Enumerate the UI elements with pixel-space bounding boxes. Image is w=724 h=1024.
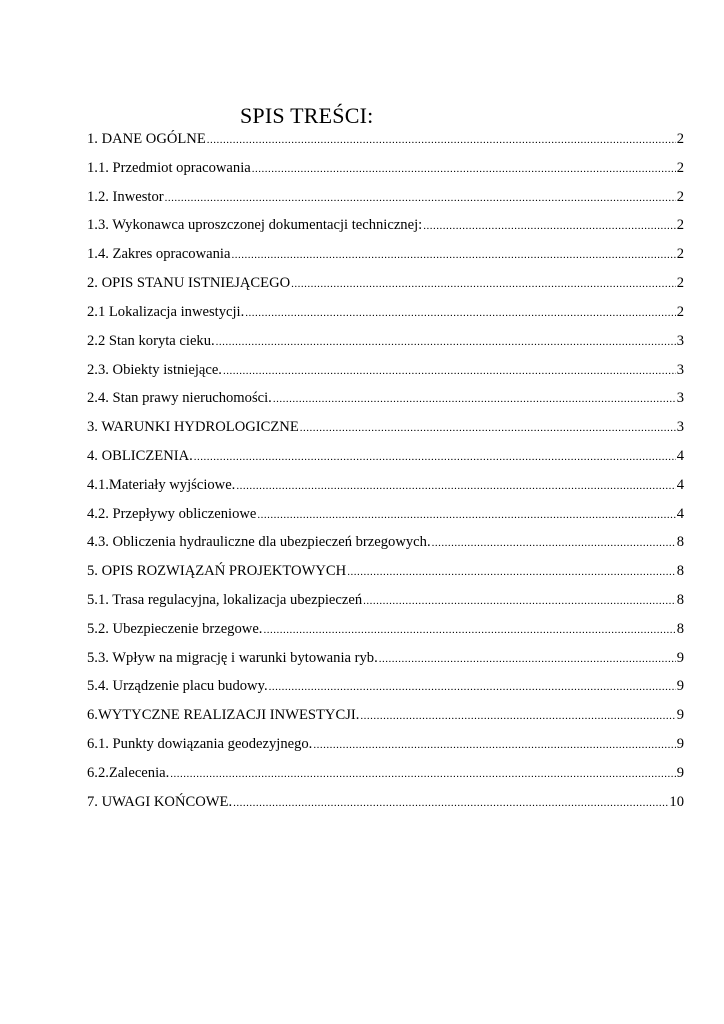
toc-entry[interactable] (87, 531, 684, 560)
toc-dot-leader (194, 450, 676, 464)
toc-entry-page: 8 (676, 620, 684, 637)
toc-entry-label: 4.1.Materiały wyjściowe. (87, 476, 236, 493)
toc-dot-leader (363, 594, 676, 608)
toc-dot-leader (252, 162, 676, 176)
toc-entry[interactable] (87, 647, 684, 676)
toc-entry-page: 2 (676, 131, 684, 147)
toc-entry-page: 8 (676, 534, 684, 551)
toc-entry-label: 1.2. Inwestor (87, 188, 164, 205)
toc-entry-page: 2 (676, 275, 684, 292)
toc-dot-leader (216, 335, 676, 349)
toc-entry[interactable] (87, 589, 684, 618)
toc-entry-label: 1. DANE OGÓLNE (87, 131, 206, 147)
toc-title: SPIS TREŚCI: (240, 103, 374, 128)
toc-entry-page: 3 (676, 390, 684, 407)
toc-entry-label: 6.2.Zalecenia. (87, 764, 170, 781)
toc-entry-page: 10 (669, 793, 684, 810)
toc-entry-label: 6.1. Punkty dowiązania geodezyjnego. (87, 736, 313, 753)
toc-entry-label: 3. WARUNKI HYDROLOGICZNE (87, 419, 299, 436)
toc-dot-leader (207, 133, 676, 147)
toc-entry[interactable] (87, 791, 684, 820)
toc-dot-leader (236, 479, 675, 493)
toc-entry-page: 8 (676, 563, 684, 580)
toc-entry-label: 1.3. Wykonawca uproszczonej dokumentacji technicznej: (87, 217, 423, 234)
toc-list (87, 128, 684, 820)
toc-dot-leader (165, 191, 676, 205)
toc-dot-leader (379, 652, 676, 666)
toc-entry-page: 8 (676, 592, 684, 608)
toc-entry[interactable] (87, 359, 684, 388)
toc-dot-leader (263, 623, 675, 637)
toc-dot-leader (273, 392, 676, 406)
toc-dot-leader (423, 219, 676, 233)
toc-entry-label: 2.1 Lokalizacja inwestycji. (87, 303, 245, 320)
toc-entry-page: 2 (676, 188, 684, 205)
toc-entry-page: 3 (676, 419, 684, 436)
toc-entry[interactable] (87, 186, 684, 215)
toc-entry-label: 4.2. Przepływy obliczeniowe (87, 505, 257, 522)
toc-entry[interactable] (87, 618, 684, 647)
toc-dot-leader (245, 306, 675, 320)
toc-dot-leader (170, 767, 675, 781)
toc-dot-leader (291, 277, 676, 291)
toc-dot-leader (347, 565, 676, 579)
toc-entry-page: 4 (676, 476, 684, 493)
toc-entry-page: 2 (676, 303, 684, 320)
toc-entry-label: 2.4. Stan prawy nieruchomości. (87, 390, 272, 407)
toc-entry[interactable] (87, 214, 684, 243)
toc-entry[interactable] (87, 387, 684, 416)
toc-entry-label: 4. OBLICZENIA. (87, 447, 193, 464)
toc-entry[interactable] (87, 445, 684, 474)
toc-dot-leader (233, 796, 668, 810)
toc-entry[interactable] (87, 704, 684, 733)
toc-entry-page: 4 (676, 505, 684, 522)
toc-entry-page: 3 (676, 361, 684, 378)
toc-entry[interactable] (87, 733, 684, 762)
toc-entry-label: 6.WYTYCZNE REALIZACJI INWESTYCJI. (87, 707, 360, 724)
toc-entry-label: 5.4. Urządzenie placu budowy. (87, 678, 268, 695)
toc-dot-leader (300, 421, 676, 435)
toc-dot-leader (432, 536, 676, 550)
toc-dot-leader (360, 709, 675, 723)
toc-entry[interactable] (87, 560, 684, 589)
toc-entry-label: 5.1. Trasa regulacyjna, lokalizacja ubezpieczeń (87, 592, 363, 608)
toc-entry[interactable] (87, 416, 684, 445)
toc-entry-label: 7. UWAGI KOŃCOWE. (87, 793, 233, 810)
toc-entry-page: 2 (676, 159, 684, 176)
toc-entry-label: 2.3. Obiekty istniejące. (87, 361, 222, 378)
toc-entry[interactable] (87, 272, 684, 301)
toc-dot-leader (257, 508, 675, 522)
toc-entry-label: 2. OPIS STANU ISTNIEJĄCEGO (87, 275, 291, 292)
toc-dot-leader (223, 364, 676, 378)
toc-entry[interactable] (87, 503, 684, 532)
toc-dot-leader (313, 738, 675, 752)
toc-entry[interactable] (87, 243, 684, 272)
toc-entry-label: 5.2. Ubezpieczenie brzegowe. (87, 620, 263, 637)
toc-entry-page: 9 (676, 764, 684, 781)
toc-entry[interactable] (87, 330, 684, 359)
toc-entry-page: 9 (676, 707, 684, 724)
toc-entry-label: 4.3. Obliczenia hydrauliczne dla ubezpieczeń brzegowych. (87, 534, 431, 551)
toc-entry-label: 5. OPIS ROZWIĄZAŃ PROJEKTOWYCH (87, 563, 347, 580)
toc-dot-leader (231, 248, 675, 262)
toc-dot-leader (269, 680, 676, 694)
toc-entry-page: 2 (676, 217, 684, 234)
toc-entry[interactable] (87, 762, 684, 791)
toc-entry[interactable] (87, 675, 684, 704)
toc-entry-label: 2.2 Stan koryta cieku. (87, 332, 215, 349)
toc-entry[interactable] (87, 157, 684, 186)
toc-entry[interactable] (87, 128, 684, 157)
toc-entry-page: 9 (676, 736, 684, 753)
toc-entry-label: 1.4. Zakres opracowania (87, 246, 231, 263)
toc-entry[interactable] (87, 301, 684, 330)
toc-entry-label: 1.1. Przedmiot opracowania (87, 159, 251, 176)
toc-entry-label: 5.3. Wpływ na migrację i warunki bytowania ryb. (87, 649, 378, 666)
toc-entry[interactable] (87, 474, 684, 503)
toc-entry-page: 4 (676, 447, 684, 464)
toc-entry-page: 9 (676, 678, 684, 695)
toc-entry-page: 2 (676, 246, 684, 263)
toc-entry-page: 3 (676, 332, 684, 349)
toc-entry-page: 9 (676, 649, 684, 666)
